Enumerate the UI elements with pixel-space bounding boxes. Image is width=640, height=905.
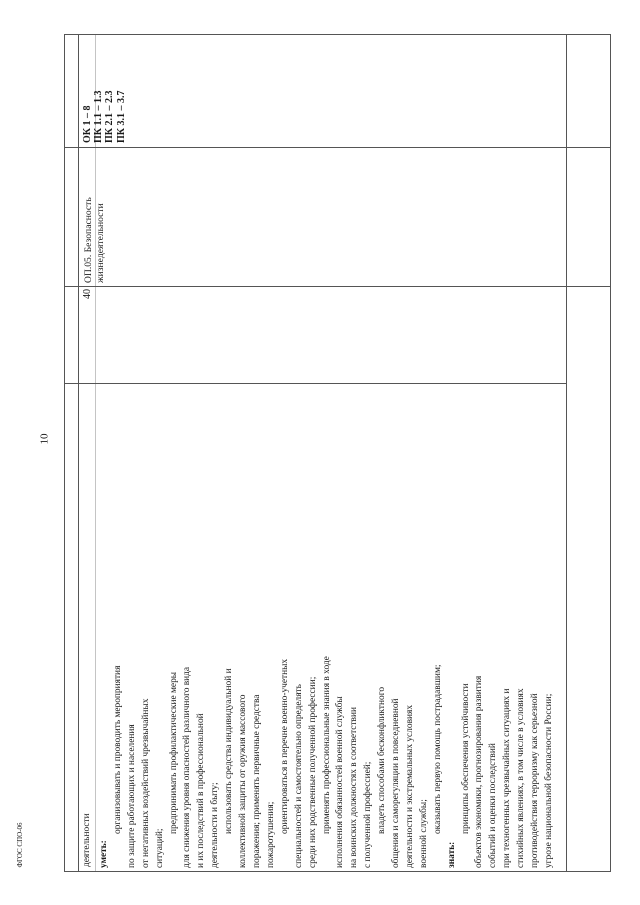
skill-line: коллективной защиты от оружия массового xyxy=(238,694,249,868)
skill-line: поражения; применять первичные средства xyxy=(251,694,262,868)
skill-line: и их последствий в профессиональной xyxy=(196,713,207,868)
knowledge-line: объектов экономики, прогнозирования развития xyxy=(474,675,485,868)
skill-line: ситуаций; xyxy=(154,828,165,868)
knowledge-line: стихийных явлениях, в том числе в условиях xyxy=(516,688,527,868)
skill-line: владеть способами бесконфликтного xyxy=(377,686,388,834)
skill-line: с полученной профессией; xyxy=(363,761,374,868)
skill-line: общения и саморегуляции в повседневной xyxy=(391,698,402,868)
competency-code: ПК 3.1 – 3.7 xyxy=(115,90,127,143)
skill-line: деятельности и быту; xyxy=(210,782,221,868)
skills-knowledge-cell xyxy=(96,384,566,871)
skill-line: организовывать и проводить мероприятия xyxy=(112,665,123,834)
skill-line: пожаротушения; xyxy=(265,801,276,868)
skills-heading: уметь: xyxy=(99,840,109,868)
competency-code: ОК 1 – 8 xyxy=(82,105,93,143)
skill-line: деятельности и экстремальных условиях xyxy=(404,704,415,868)
hours-value: 40 xyxy=(82,289,93,299)
knowledge-line: при техногенных чрезвычайных ситуациях и xyxy=(502,688,513,868)
activity-subtitle: деятельности xyxy=(82,813,92,867)
skill-line: применять профессиональные знания в ходе xyxy=(321,656,332,834)
skills-list xyxy=(112,384,446,868)
table-bottom-border xyxy=(64,871,610,872)
discipline-cell xyxy=(79,148,566,286)
skill-line: военной службы; xyxy=(418,799,429,868)
activity-subtitle-cell xyxy=(79,384,95,871)
discipline-name: ОП.05. Безопасность жизнедеятельности xyxy=(83,197,106,283)
knowledge-heading: знать: xyxy=(446,841,457,868)
skills-knowledge-text xyxy=(96,384,566,871)
skill-line: специальностей и самостоятельно определять xyxy=(293,684,304,868)
knowledge-line: событий и оценки последствий xyxy=(488,743,499,868)
competency-code: ПК 1.1 – 1.3 xyxy=(93,90,105,143)
table-right-border xyxy=(610,34,611,872)
skill-line: использовать средства индивидуальной и xyxy=(224,668,235,834)
competencies-list xyxy=(79,35,566,147)
skill-line: для снижения уровня опасностей различного вида xyxy=(182,666,193,868)
table-left-border xyxy=(64,34,65,872)
competencies-cell xyxy=(79,35,566,147)
knowledge-line: угрозе национальной безопасности России; xyxy=(544,693,554,868)
skill-line: ориентироваться в перечне военно-учетных xyxy=(279,658,290,834)
knowledge-line: противодействия терроризму как серьезной xyxy=(530,693,541,868)
document-code: ФГОС СПО-06 xyxy=(16,822,24,868)
hours-cell xyxy=(79,287,566,383)
skill-line: на воинских должностях в соответствии xyxy=(349,706,360,868)
competency-code: ПК 2.1 – 2.3 xyxy=(104,90,116,143)
knowledge-list xyxy=(460,384,557,868)
page-number: 10 xyxy=(38,433,50,445)
skill-line: исполнения обязанностей военной службы xyxy=(335,696,346,868)
skill-line: по защите работающих и населения xyxy=(126,724,137,868)
column-divider xyxy=(566,34,567,872)
skill-line: от негативных воздействий чрезвычайных xyxy=(140,698,151,868)
skill-line: среди них родственные полученной профессии; xyxy=(307,676,318,868)
skill-line: предпринимать профилактические меры xyxy=(168,671,179,834)
knowledge-line: принципы обеспечения устойчивости xyxy=(460,683,471,834)
skill-line: оказывать первую помощь пострадавшим; xyxy=(432,664,443,834)
